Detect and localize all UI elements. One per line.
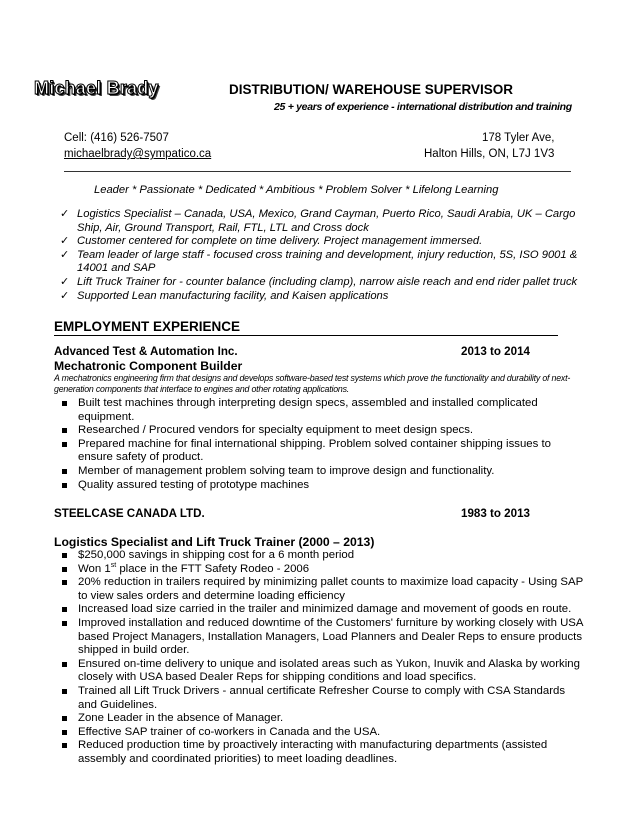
bullet-square-icon (62, 607, 67, 612)
bullet-square-icon (62, 580, 67, 585)
list-item (58, 549, 583, 563)
highlight-text: Logistics Specialist – Canada, USA, Mexico, Grand Cayman, Puerto Rico, Saudi Arabia, UK – Cargo Ship, Air, Ground Transport, Rail, FTL, LTL and Cross dock (77, 208, 576, 234)
bullet-text: Increased load size carried in the trailer and minimized damage and movement of goods en route. (78, 603, 572, 616)
bullet-square-icon (62, 743, 67, 748)
phone-number: Cell: (416) 526-7507 (64, 132, 169, 144)
list-item (58, 712, 583, 726)
address-line-1: 178 Tyler Ave, (482, 132, 555, 144)
bullet-square-icon (62, 428, 67, 433)
highlight-text: Team leader of large staff - focused cross training and development, injury reduction, 5S, ISO 9001 & 14001 and SAP (77, 248, 578, 275)
checkmark-icon: ✓ (60, 208, 70, 220)
bullet-square-icon (62, 689, 67, 694)
bullet-square-icon (62, 469, 67, 474)
list-item (60, 290, 595, 304)
job1-bullets (58, 397, 583, 492)
bullet-square-icon (62, 483, 67, 488)
candidate-name: Michael Brady (34, 78, 159, 98)
bullet-text: Zone Leader in the absence of Manager. (78, 712, 284, 725)
highlights-list (60, 208, 595, 303)
personal-qualities: Leader * Passionate * Dedicated * Ambitious * Problem Solver * Lifelong Learning (94, 184, 499, 196)
list-item (60, 235, 595, 249)
list-item (58, 685, 583, 712)
email-link[interactable]: michaelbrady@sympatico.ca (64, 148, 212, 160)
list-item (58, 739, 583, 766)
list-item (58, 563, 583, 577)
bullet-text: $250,000 savings in shipping cost for a 6 month period (78, 549, 355, 561)
section-heading-employment: EMPLOYMENT EXPERIENCE (54, 319, 558, 336)
bullet-square-icon (62, 730, 67, 735)
list-item (58, 397, 583, 424)
bullet-text: place in the FTT Safety Rodeo - 2006 (116, 562, 310, 575)
job2-bullets (58, 549, 583, 767)
bullet-square-icon (62, 442, 67, 447)
list-item (58, 603, 583, 617)
address-line-2: Halton Hills, ON, L7J 1V3 (424, 148, 555, 160)
job2-dates: 1983 to 2013 (461, 507, 530, 520)
list-item (58, 424, 583, 438)
bullet-text: Researched / Procured vendors for specialty equipment to meet design specs. (78, 424, 474, 437)
bullet-text: Prepared machine for final international shipping. Problem solved container shipping issues to ensure safety of product. (78, 437, 551, 464)
bullet-text: Ensured on-time delivery to unique and isolated areas such as Yukon, Inuvik and Alaska by working closely with USA based Dealer Reps for shipping conditions and load specifics. (78, 657, 580, 684)
target-job-title: DISTRIBUTION/ WAREHOUSE SUPERVISOR (229, 82, 514, 97)
bullet-text: Built test machines through interpreting design specs, assembled and installed complicated equipment. (78, 397, 538, 423)
bullet-text: 20% reduction in trailers required by minimizing pallet counts to maximize load capacity - Using SAP to view sales orders and determine loading efficiency (78, 576, 584, 602)
bullet-text: Improved installation and reduced downtime of the Customers' furniture by working closely with USA based Project Managers, Installation Managers, Load Planners and Dealer Reps to ensure products shipped in build order. (78, 616, 583, 657)
ordinal-suffix: st (110, 561, 117, 569)
job1-company: Advanced Test & Automation Inc. (54, 345, 238, 358)
bullet-text: Member of management problem solving team to improve design and functionality. (78, 464, 495, 477)
list-item (58, 658, 583, 685)
job2-company: STEELCASE CANADA LTD. (54, 507, 205, 520)
bullet-square-icon (62, 716, 67, 721)
job1-role: Mechatronic Component Builder (54, 359, 243, 373)
highlight-text: Supported Lean manufacturing facility, and Kaisen applications (77, 289, 389, 302)
job1-dates: 2013 to 2014 (461, 345, 530, 358)
list-item (60, 208, 595, 235)
checkmark-icon: ✓ (60, 235, 70, 248)
list-item (58, 617, 583, 658)
checkmark-icon: ✓ (60, 289, 70, 302)
highlight-text: Lift Truck Trainer for - counter balance (including clamp), narrow aisle reach and end rider pallet truck (77, 275, 578, 288)
list-item (58, 479, 583, 493)
highlight-text: Customer centered for complete on time delivery. Project management immersed. (77, 235, 483, 248)
list-item (58, 465, 583, 479)
bullet-text: Effective SAP trainer of co-workers in Canada and the USA. (78, 725, 381, 738)
header-divider (64, 171, 571, 172)
bullet-square-icon (62, 621, 67, 626)
list-item (58, 726, 583, 740)
checkmark-icon: ✓ (60, 248, 70, 261)
checkmark-icon: ✓ (60, 275, 70, 288)
bullet-text: Trained all Lift Truck Drivers - annual certificate Refresher Course to comply with CSA Standards and Guidelines. (78, 684, 566, 711)
bullet-text: Quality assured testing of prototype machines (78, 478, 310, 491)
bullet-text: Reduced production time by proactively interacting with manufacturing departments (assisted assembly and coordinated priorities) to meet loading deadlines. (78, 739, 548, 765)
bullet-square-icon (62, 553, 67, 558)
list-item (60, 276, 595, 290)
job2-role: Logistics Specialist and Lift Truck Trainer (2000 – 2013) (54, 535, 375, 549)
bullet-square-icon (62, 567, 67, 572)
experience-tagline: 25 + years of experience - international distribution and training (274, 101, 572, 113)
list-item (60, 249, 595, 276)
list-item (58, 576, 583, 603)
bullet-square-icon (62, 401, 67, 406)
bullet-square-icon (62, 662, 67, 667)
job1-company-description: A mechatronics engineering firm that designs and develops software-based test systems which prove the functionality and durability of next-generation components that interface to engines and other rotating applications. (54, 373, 571, 394)
list-item (58, 438, 583, 465)
bullet-text: Won 1 (78, 562, 111, 575)
